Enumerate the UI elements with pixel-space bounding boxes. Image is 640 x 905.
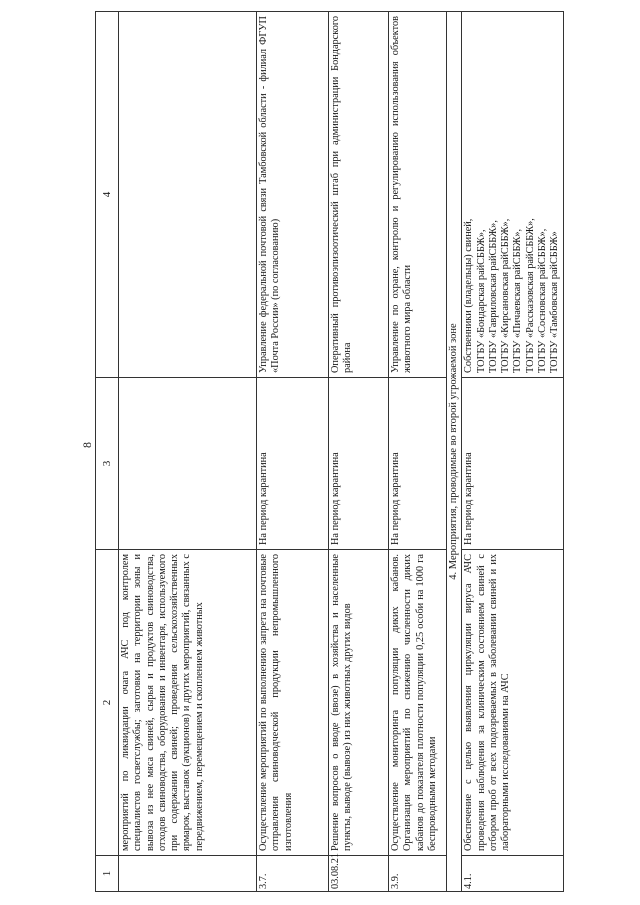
header-cell: 4 bbox=[96, 12, 119, 378]
row-action: Обеспечение с целью выявления циркуляции вируса АЧС проведения наблюдения за клиническим состоянием свиней с отбором проб от всех подозреваемых в заболевании свиней и их лабораторными исследованиями на АЧС bbox=[462, 550, 563, 856]
row-action: Осуществление мероприятий по выполнению запрета на почтовые отправления свиноводческой продукции непромышленного изготовления bbox=[257, 550, 329, 856]
header-cell: 1 bbox=[96, 856, 119, 892]
row-responsible bbox=[462, 12, 563, 378]
row-number: 03.08.21 bbox=[329, 856, 389, 892]
table-row bbox=[329, 12, 389, 892]
table-row bbox=[257, 12, 329, 892]
table-row bbox=[389, 12, 447, 892]
responsible-line: ТОГБУ «Пичаевская райСББЖ», bbox=[512, 228, 524, 373]
row-term: На период карантина bbox=[329, 378, 389, 550]
row-action: Осуществление мониторинга популяции диких кабанов. Организация мероприятий по снижению численности диких кабанов до показателя плотности популяции 0,25 особи на 1000 га беспроводными методами bbox=[389, 550, 447, 856]
row-term: На период карантина bbox=[257, 378, 329, 550]
row-responsible: Управление федеральной почтовой связи Тамбовской области - филиал ФГУП «Почта России» (по согласованию) bbox=[257, 12, 329, 378]
table-row bbox=[119, 12, 257, 892]
section-row bbox=[447, 12, 462, 892]
row-number: 4.1. bbox=[462, 856, 563, 892]
responsible-line: ТОГБУ «Тамбовская райСББЖ» bbox=[549, 231, 561, 373]
header-cell: 3 bbox=[96, 378, 119, 550]
responsible-line: ТОГБУ «Гавриловская райСББЖ», bbox=[487, 220, 499, 373]
row-term: На период карантина bbox=[462, 378, 563, 550]
responsible-line: ТОГБУ «Рассказовская райСББЖ», bbox=[524, 218, 536, 373]
row-term: На период карантина bbox=[389, 378, 447, 550]
responsible-line: ТОГБУ «Кирсановская райСББЖ», bbox=[500, 218, 512, 373]
measures-table bbox=[95, 11, 564, 892]
row-number bbox=[119, 856, 257, 892]
section-title: 4. Мероприятия, проводимые во второй угрожаемой зоне bbox=[447, 12, 462, 892]
header-cell: 2 bbox=[96, 550, 119, 856]
responsible-line: ТОГБУ «Сосновская райСББЖ», bbox=[537, 228, 549, 373]
responsible-line: ТОГБУ «Бондарская райСББЖ», bbox=[475, 229, 487, 373]
header-row bbox=[96, 12, 119, 892]
table-row bbox=[462, 12, 563, 892]
row-term bbox=[119, 378, 257, 550]
row-responsible: Оперативный противоэпизоотический штаб при администрации Бондарского района bbox=[329, 12, 389, 378]
page-number: 8 bbox=[80, 442, 94, 448]
row-number: 3.9. bbox=[389, 856, 447, 892]
row-responsible: Управление по охране, контролю и регулированию использования объектов животного мира области bbox=[389, 12, 447, 378]
row-responsible bbox=[119, 12, 257, 378]
responsible-line: Собственники (владельцы) свиней, bbox=[463, 218, 475, 373]
row-action: Решение вопросов о вводе (ввозе) в хозяйства и населенные пункты, выводе (вывозе) из них животных других видов bbox=[329, 550, 389, 856]
row-number: 3.7. bbox=[257, 856, 329, 892]
row-action: мероприятий по ликвидации очага АЧС под контролем специалистов госветслужбы; заготовки на территории зоны и вывоза из нее мяса свиней, сырья и продуктов свиноводства, отходов свиноводства, оборудования и инвентаря, используемого при содержании свиней; проведения сельскохозяйственных ярмарок, выставок (аукционов) и других мероприятий, связанных с передвижением, перемещением и скоплением животных bbox=[119, 550, 257, 856]
